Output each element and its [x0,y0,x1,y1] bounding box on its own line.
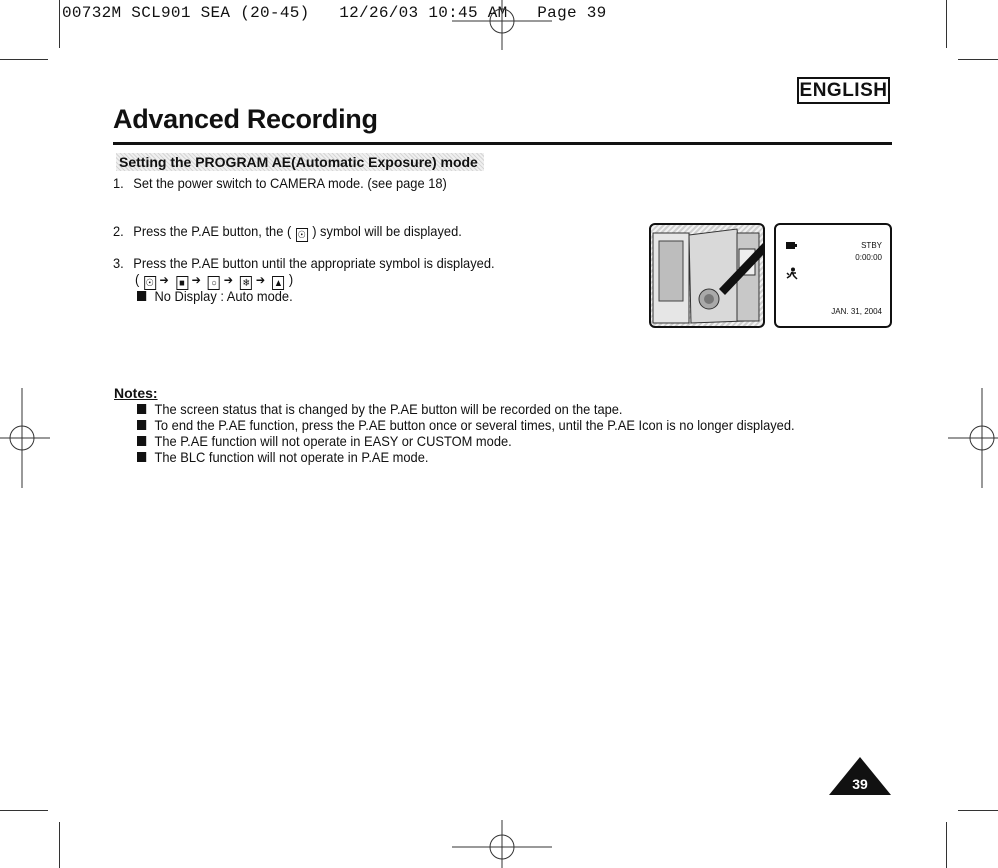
registration-mark-right [948,388,998,488]
lcd-display [774,223,892,328]
sequence-close: ) [288,271,294,287]
bullet-icon [137,436,146,446]
note-item [137,401,623,417]
print-header: 00732M SCL901 SEA (20-45) 12/26/03 10:45 AM Page 39 [62,4,607,22]
registration-mark-top [452,0,552,50]
step-3 [113,255,495,271]
page-title: Advanced Recording [113,104,378,134]
step-text: Press the P.AE button until the appropriate symbol is displayed. [133,255,495,271]
note-item [137,433,512,449]
language-badge: ENGLISH [797,77,890,104]
portrait-mode-icon: ■ [176,276,188,290]
arrow-icon: ➔ [255,273,266,287]
step-2 [113,223,462,242]
lcd-timecode: 0:00:00 [855,253,882,262]
bullet-icon [137,420,146,430]
step-number: 1. [113,175,124,191]
no-display-text: No Display : Auto mode. [154,288,293,304]
arrow-icon: ➔ [191,273,201,287]
notes-heading: Notes: [114,385,158,401]
lcd-status: STBY [861,241,882,250]
crop-mark [946,822,947,868]
crop-mark [946,0,947,48]
crop-mark [59,822,60,868]
step-number: 2. [113,223,124,239]
step-number: 3. [113,255,124,271]
step-text: Set the power switch to CAMERA mode. (see page 18) [133,175,447,191]
note-text: The screen status that is changed by the P.AE button will be recorded on the tape. [154,401,623,417]
crop-mark [59,0,60,48]
note-item [137,449,428,465]
bullet-icon [137,291,146,301]
spotlight-mode-icon: ○ [208,276,220,290]
arrow-icon: ➔ [223,273,234,287]
registration-mark-bottom [452,820,552,868]
sports-mode-icon: ☉ [297,230,306,241]
no-display-item [137,288,293,304]
note-text: The P.AE function will not operate in EASY or CUSTOM mode. [154,433,512,449]
title-rule [113,142,892,145]
step-1 [113,175,447,191]
battery-icon [786,242,798,249]
step-text: Press the P.AE button, the ( [133,223,292,239]
crop-mark [958,810,998,811]
camcorder-illustration [649,223,765,328]
arrow-icon: ➔ [159,273,169,287]
sports-mode-icon: ☉ [145,278,154,289]
page-number: 39 [852,776,868,792]
crop-mark [958,59,998,60]
sports-mode-icon [786,267,798,281]
lcd-date: JAN. 31, 2004 [831,307,882,316]
sand-snow-mode-icon: ❄ [240,276,252,290]
crop-mark [0,810,48,811]
note-text: The BLC function will not operate in P.AE mode. [154,449,429,465]
bullet-icon [137,452,146,462]
note-text: To end the P.AE function, press the P.AE button once or several times, until the P.AE Icon is no longer displayed. [154,417,795,433]
sequence-open: ( [135,271,140,287]
note-item [137,417,795,433]
section-heading: Setting the PROGRAM AE(Automatic Exposure) mode [116,153,484,171]
step-text: ) symbol will be displayed. [312,223,462,239]
registration-mark-left [0,388,50,488]
crop-mark [0,59,48,60]
bullet-icon [137,404,146,414]
high-speed-shutter-icon: ▲ [273,278,283,289]
camcorder-drawing [651,225,763,326]
